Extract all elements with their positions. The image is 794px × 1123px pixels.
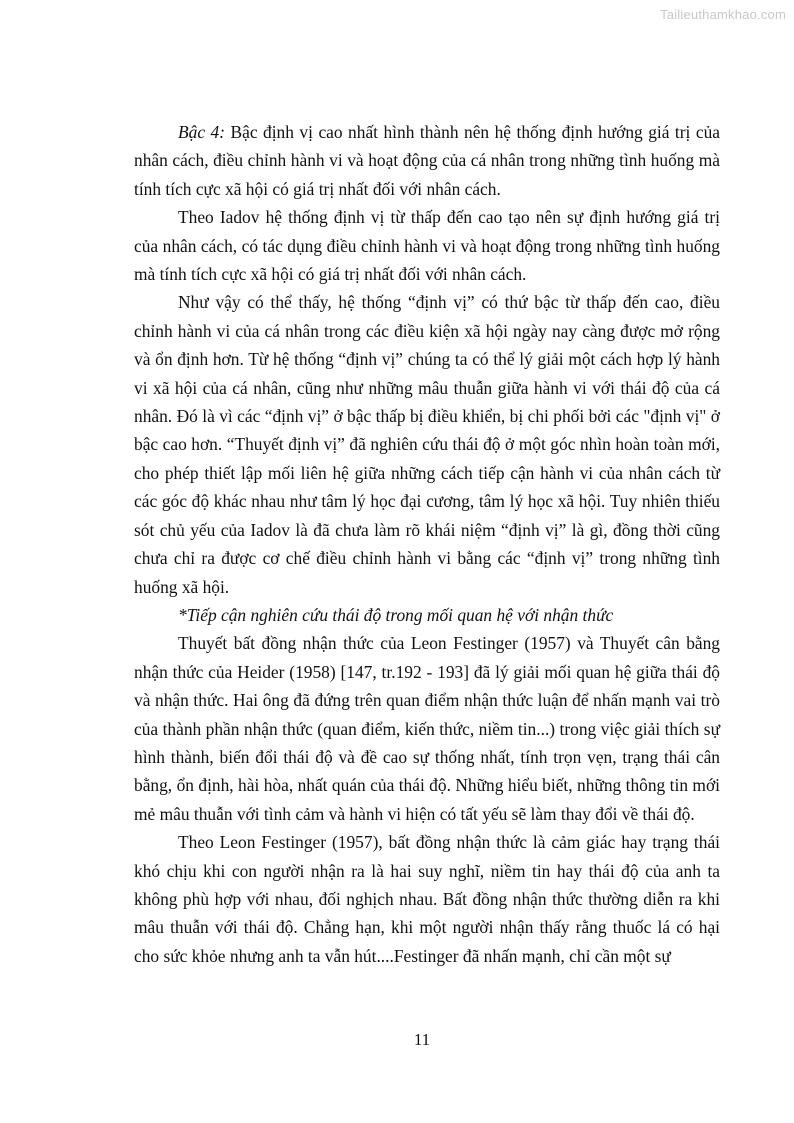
paragraph-text: Bậc định vị cao nhất hình thành nên hệ thống định hướng giá trị của nhân cách, điều chỉnh hành vi và hoạt động của cá nhân trong những tình huống mà tính tích cực xã hội có giá trị nhất đối với nhân cách.	[134, 122, 721, 199]
section-heading	[134, 601, 720, 629]
watermark: Tailieuthamkhao.com	[660, 7, 786, 22]
paragraph-bac-4	[134, 118, 720, 203]
paragraph-cognitive-dissonance: Theo Leon Festinger (1957), bất đồng nhận thức là cảm giác hay trạng thái khó chịu khi con người nhận ra là hai suy nghĩ, niềm tin hay thái độ của anh ta không phù hợp với nhau, đối nghịch nhau. Bất đồng nhận thức thường diễn ra khi mâu thuẫn với thái độ. Chẳng hạn, khi một người nhận thấy rằng thuốc lá có hại cho sức khỏe nhưng anh ta vẫn hút....Festinger đã nhấn mạnh, chỉ cần một sự	[134, 832, 720, 966]
paragraph-dinh-vi-hierarchy: Như vậy có thể thấy, hệ thống “định vị” có thứ bậc từ thấp đến cao, điều chỉnh hành vi của cá nhân trong các điều kiện xã hội ngày nay càng được mở rộng và ổn định hơn. Từ hệ thống “định vị” chúng ta có thể lý giải một cách hợp lý hành vi xã hội của cá nhân, cũng như những mâu thuẫn giữa hành vi với thái độ của cá nhân. Đó là vì các “định vị” ở bậc thấp bị điều khiển, bị chi phối bởi các "định vị" ở bậc cao hơn. “Thuyết định vị” đã nghiên cứu thái độ ở một góc nhìn hoàn toàn mới, cho phép thiết lập mối liên hệ giữa những cách tiếp cận hành vi của nhân cách từ các góc độ khác nhau như tâm lý học đại cương, tâm lý học xã hội. Tuy nhiên thiếu sót chủ yếu của Iadov là đã chưa làm rõ khái niệm “định vị” là gì, đồng thời cũng chưa chỉ ra được cơ chế điều chỉnh hành vi bằng các “định vị” trong những tình huống xã hội.	[134, 292, 720, 597]
document-body	[134, 118, 720, 970]
paragraph-iadov-system: Theo Iadov hệ thống định vị từ thấp đến cao tạo nên sự định hướng giá trị của nhân cách, có tác dụng điều chỉnh hành vi và hoạt động trong những tình huống mà tính tích cực xã hội có giá trị nhất đối với nhân cách.	[134, 207, 720, 285]
page-number: 11	[413, 1030, 431, 1049]
section-heading-text: *Tiếp cận nghiên cứu thái độ trong mối quan hệ với nhận thức	[178, 604, 614, 625]
paragraph-festinger-heider: Thuyết bất đồng nhận thức của Leon Festinger (1957) và Thuyết cân bằng nhận thức của Heider (1958) [147, tr.192 - 193] đã lý giải mối quan hệ giữa thái độ và nhận thức. Hai ông đã đứng trên quan điểm nhận thức luận để nhấn mạnh vai trò của thành phần nhận thức (quan điểm, kiến thức, niềm tin...) trong việc giải thích sự hình thành, biến đổi thái độ và đề cao sự thống nhất, tính trọn vẹn, trạng thái cân bằng, ổn định, hài hòa, nhất quán của thái độ. Những hiểu biết, những thông tin mới mẻ mâu thuẫn với tình cảm và hành vi hiện có tất yếu sẽ làm thay đổi về thái độ.	[134, 633, 720, 824]
paragraph-label: Bậc 4:	[178, 122, 226, 142]
